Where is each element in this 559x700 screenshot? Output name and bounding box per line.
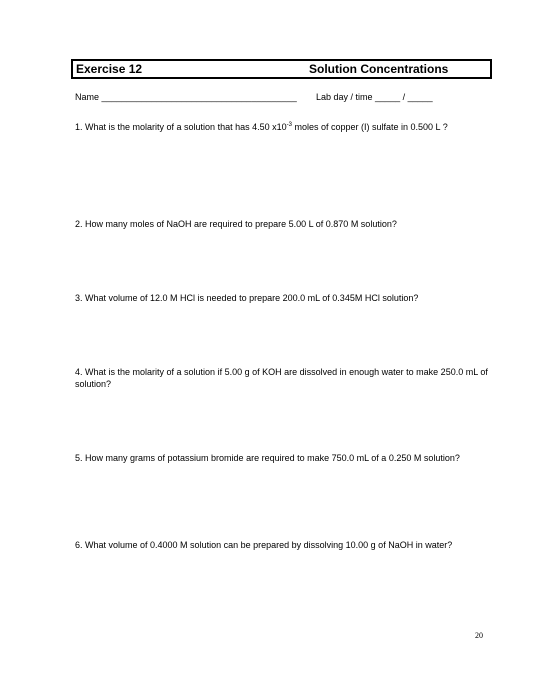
lab-label: Lab day / time <box>316 92 373 102</box>
exercise-title: Exercise 12 <box>76 62 143 76</box>
question-2: 2. How many moles of NaOH are required to prepare 5.00 L of 0.870 M solution? <box>75 219 397 229</box>
name-label: Name <box>75 92 100 102</box>
question-1-text-after: moles of copper (I) sulfate in 0.500 L ? <box>291 122 448 132</box>
question-3: 3. What volume of 12.0 M HCl is needed to prepare 200.0 mL of 0.345M HCl solution? <box>75 293 419 303</box>
question-4: 4. What is the molarity of a solution if 5.00 g of KOH are dissolved in enough water to make 250.0 mL of solution? <box>75 367 488 389</box>
question-6: 6. What volume of 0.4000 M solution can be prepared by dissolving 10.00 g of NaOH in water? <box>75 540 453 550</box>
question-5: 5. How many grams of potassium bromide are required to make 750.0 mL of a 0.250 M solution? <box>75 453 460 463</box>
lab-day-blank: _____ <box>375 92 401 102</box>
exercise-subject: Solution Concentrations <box>309 62 449 76</box>
question-1 <box>75 121 495 133</box>
question-1-text-before: 1. What is the molarity of a solution that has 4.50 x10 <box>75 122 287 132</box>
question-1-exponent: -3 <box>286 122 292 128</box>
lab-separator: / <box>402 92 406 102</box>
name-field <box>75 91 297 103</box>
page-number: 20 <box>475 631 483 640</box>
lab-day-time-field <box>316 91 433 103</box>
exercise-header-box <box>71 59 492 79</box>
lab-time-blank: _____ <box>407 92 433 102</box>
name-blank: _______________________________________ <box>101 92 297 102</box>
